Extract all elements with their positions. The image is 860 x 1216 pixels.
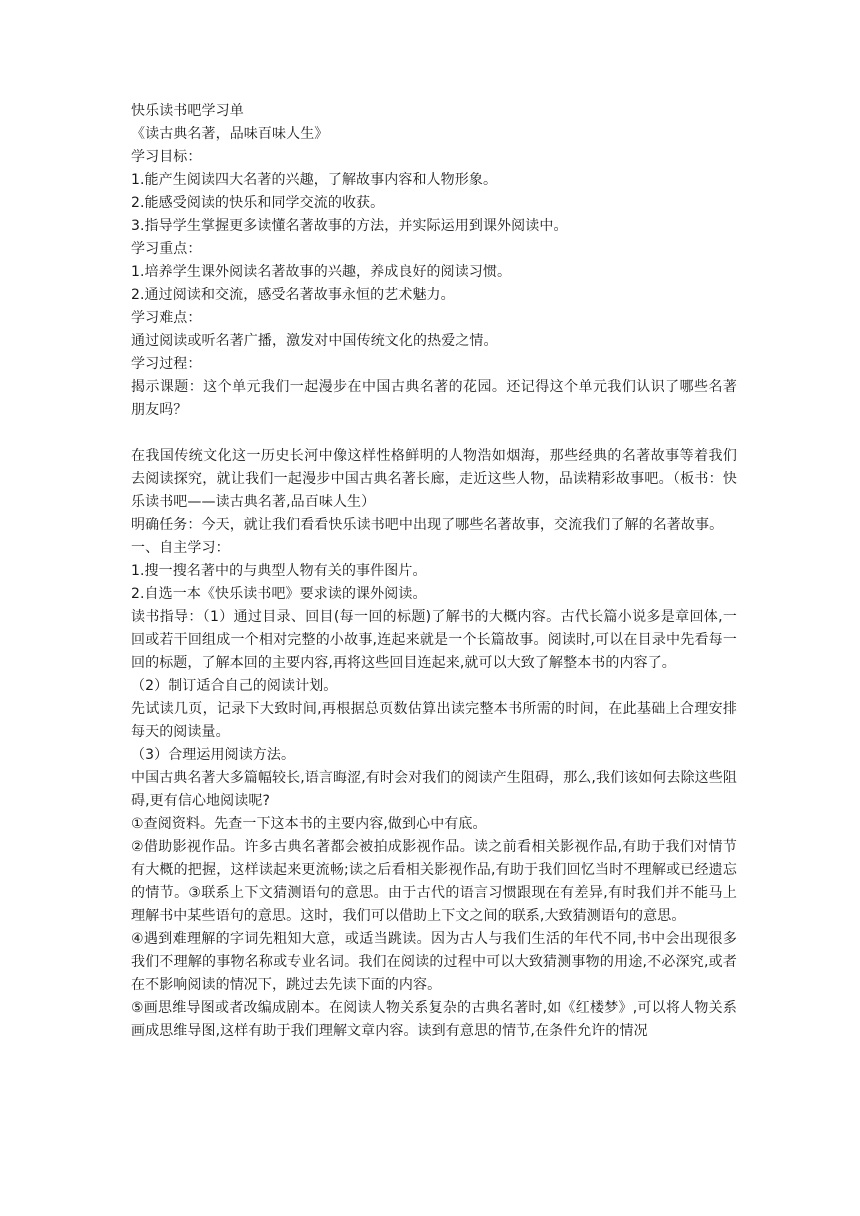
- intro-paragraph: 揭示课题：这个单元我们一起漫步在中国古典名著的花园。还记得这个单元我们认识了哪些名著朋友吗？: [131, 379, 737, 418]
- focus-heading: 学习重点：: [131, 241, 202, 257]
- self-study-item: 2.自选一本《快乐读书吧》要求读的课外阅读。: [131, 586, 427, 602]
- document-title: 快乐读书吧学习单: [131, 103, 244, 119]
- process-heading: 学习过程：: [131, 356, 202, 372]
- reading-guide-3: 中国古典名著大多篇幅较长,语言晦涩,有时会对我们的阅读产生阻碍，那么,我们该如何去除这些阻碍,更有信心地阅读呢?: [131, 770, 737, 809]
- self-study-heading: 一、自主学习：: [131, 540, 230, 556]
- method-1: ①查阅资料。先查一下这本书的主要内容,做到心中有底。: [131, 816, 487, 832]
- reading-guide-2-heading: （2）制订适合自己的阅读计划。: [131, 678, 338, 694]
- task-paragraph: 明确任务：今天，就让我们看看快乐读书吧中出现了哪些名著故事，交流我们了解的名著故事。: [131, 517, 724, 533]
- focus-item: 2.通过阅读和交流，感受名著故事永恒的艺术魅力。: [131, 287, 455, 303]
- reading-guide-3-heading: （3）合理运用阅读方法。: [131, 747, 296, 763]
- goals-heading: 学习目标：: [131, 149, 202, 165]
- goal-item: 1.能产生阅读四大名著的兴趣，了解故事内容和人物形象。: [131, 172, 498, 188]
- goal-item: 3.指导学生掌握更多读懂名著故事的方法，并实际运用到课外阅读中。: [131, 218, 568, 234]
- culture-paragraph: 在我国传统文化这一历史长河中像这样性格鲜明的人物浩如烟海，那些经典的名著故事等着我们去阅读探究，就让我们一起漫步中国古典名著长廊，走近这些人物，品读精彩故事吧。（板书：快乐读书吧——读古典名著,品百味人生）: [131, 448, 737, 510]
- reading-guide-2: 先试读几页，记录下大致时间,再根据总页数估算出读完整本书所需的时间，在此基础上合理安排每天的阅读量。: [131, 701, 737, 740]
- difficulty-heading: 学习难点：: [131, 310, 202, 326]
- reading-guide-1: 读书指导：（1）通过目录、回目(每一回的标题)了解书的大概内容。古代长篇小说多是章回体,一回或若干回组成一个相对完整的小故事,连起来就是一个长篇故事。阅读时,可以在目录中先看每一回的标题，了解本回的主要内容,再将这些回目连起来,就可以大致了解整本书的内容了。: [131, 609, 737, 671]
- blank-line: [131, 422, 737, 445]
- method-5: ⑤画思维导图或者改编成剧本。在阅读人物关系复杂的古典名著时,如《红楼梦》,可以将人物关系画成思维导图,这样有助于我们理解文章内容。读到有意思的情节,在条件允许的情况: [131, 1000, 737, 1039]
- goal-item: 2.能感受阅读的快乐和同学交流的收获。: [131, 195, 385, 211]
- document-body: [131, 100, 737, 1043]
- method-4: ④遇到难理解的字词先粗知大意，或适当跳读。因为古人与我们生活的年代不同,书中会出现很多我们不理解的事物名称或专业名词。我们在阅读的过程中可以大致猜测事物的用途,不必深究,或者在不影响阅读的情况下，跳过去先读下面的内容。: [131, 931, 737, 993]
- document-subtitle: 《读古典名著，品味百味人生》: [131, 126, 329, 142]
- method-2: ②借助影视作品。许多古典名著都会被拍成影视作品。读之前看相关影视作品,有助于我们对情节有大概的把握，这样读起来更流畅;读之后看相关影视作品,有助于我们回忆当时不理解或已经遗忘的情节。③联系上下文猜测语句的意思。由于古代的语言习惯跟现在有差异,有时我们并不能马上理解书中某些语句的意思。这时，我们可以借助上下文之间的联系,大致猜测语句的意思。: [131, 839, 737, 924]
- focus-item: 1.培养学生课外阅读名著故事的兴趣，养成良好的阅读习惯。: [131, 264, 512, 280]
- difficulty-text: 通过阅读或听名著广播，激发对中国传统文化的热爱之情。: [131, 333, 498, 349]
- self-study-item: 1.搜一搜名著中的与典型人物有关的事件图片。: [131, 563, 427, 579]
